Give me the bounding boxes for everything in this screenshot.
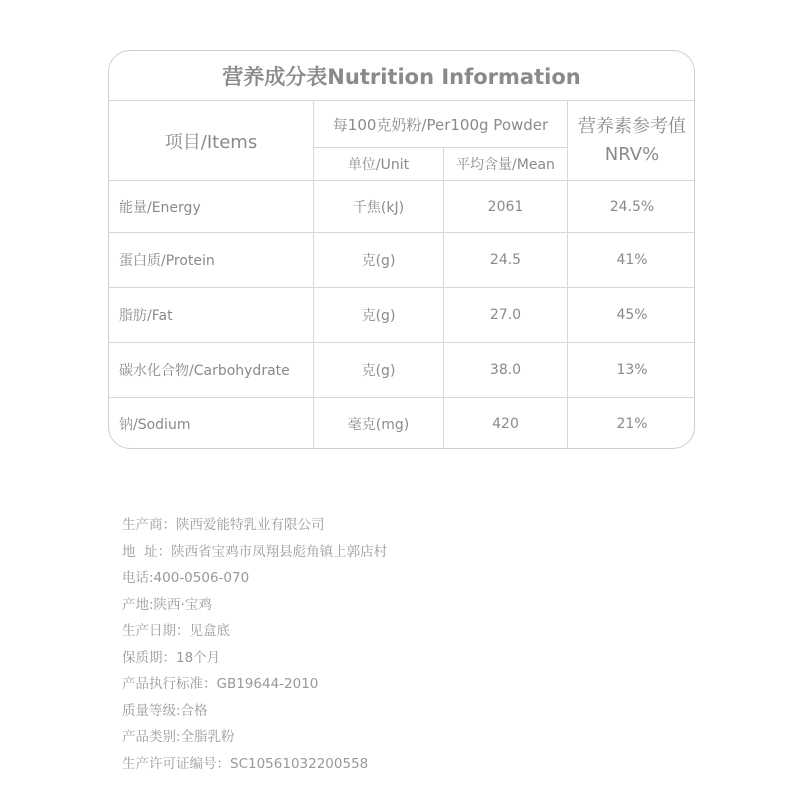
header-mean: 平均含量/Mean [444, 148, 568, 181]
header-items: 项目/Items [109, 101, 314, 181]
product-info [122, 512, 387, 777]
table-cell-nrv: 24.5% [568, 181, 695, 233]
header-per100: 每100克奶粉/Per100g Powder [314, 101, 568, 148]
table-cell-mean: 38.0 [444, 343, 568, 398]
header-unit: 单位/Unit [314, 148, 444, 181]
table-cell-item: 能量/Energy [109, 181, 314, 233]
info-standard: 产品执行标准：GB19644-2010 [122, 676, 319, 692]
info-license: 生产许可证编号：SC10561032200558 [122, 755, 369, 772]
table-cell-mean: 27.0 [444, 288, 568, 343]
table-cell-unit: 千焦(kJ) [314, 181, 444, 233]
header-nrv-cn: 营养素参考值 [578, 115, 686, 137]
table-cell-mean: 2061 [444, 181, 568, 233]
table-cell-mean: 24.5 [444, 233, 568, 288]
table-cell-item: 脂肪/Fat [109, 288, 314, 343]
table-cell-item: 钠/Sodium [109, 398, 314, 449]
table-cell-nrv: 45% [568, 288, 695, 343]
nutrition-table [108, 50, 695, 449]
table-cell-nrv: 21% [616, 416, 648, 432]
table-cell-item: 碳水化合物/Carbohydrate [109, 343, 314, 398]
info-origin: 产地:陕西·宝鸡 [122, 596, 212, 613]
table-cell-unit: 毫克(mg) [314, 398, 444, 449]
info-address: 地 址：陕西省宝鸡市凤翔县彪角镇上郭店村 [122, 543, 388, 560]
info-category: 产品类别:全脂乳粉 [122, 729, 235, 745]
table-cell-item: 蛋白质/Protein [109, 233, 314, 288]
header-nrv-en: NRV% [604, 143, 660, 165]
info-production-date: 生产日期：见盒底 [122, 623, 230, 639]
table-cell-unit: 克(g) [314, 343, 444, 398]
table-title: 营养成分表Nutrition Information [109, 51, 694, 101]
table-cell-nrv: 13% [568, 343, 695, 398]
info-phone: 电话:400-0506-070 [122, 570, 250, 586]
table-cell-unit: 克(g) [314, 233, 444, 288]
info-quality-grade: 质量等级:合格 [122, 702, 208, 719]
table-cell-unit: 克(g) [314, 288, 444, 343]
info-manufacturer: 生产商：陕西爱能特乳业有限公司 [122, 517, 325, 533]
table-cell-mean: 420 [444, 398, 568, 449]
table-cell-nrv: 41% [568, 233, 695, 288]
header-nrv [568, 101, 695, 181]
info-shelf-life: 保质期：18个月 [122, 649, 221, 666]
